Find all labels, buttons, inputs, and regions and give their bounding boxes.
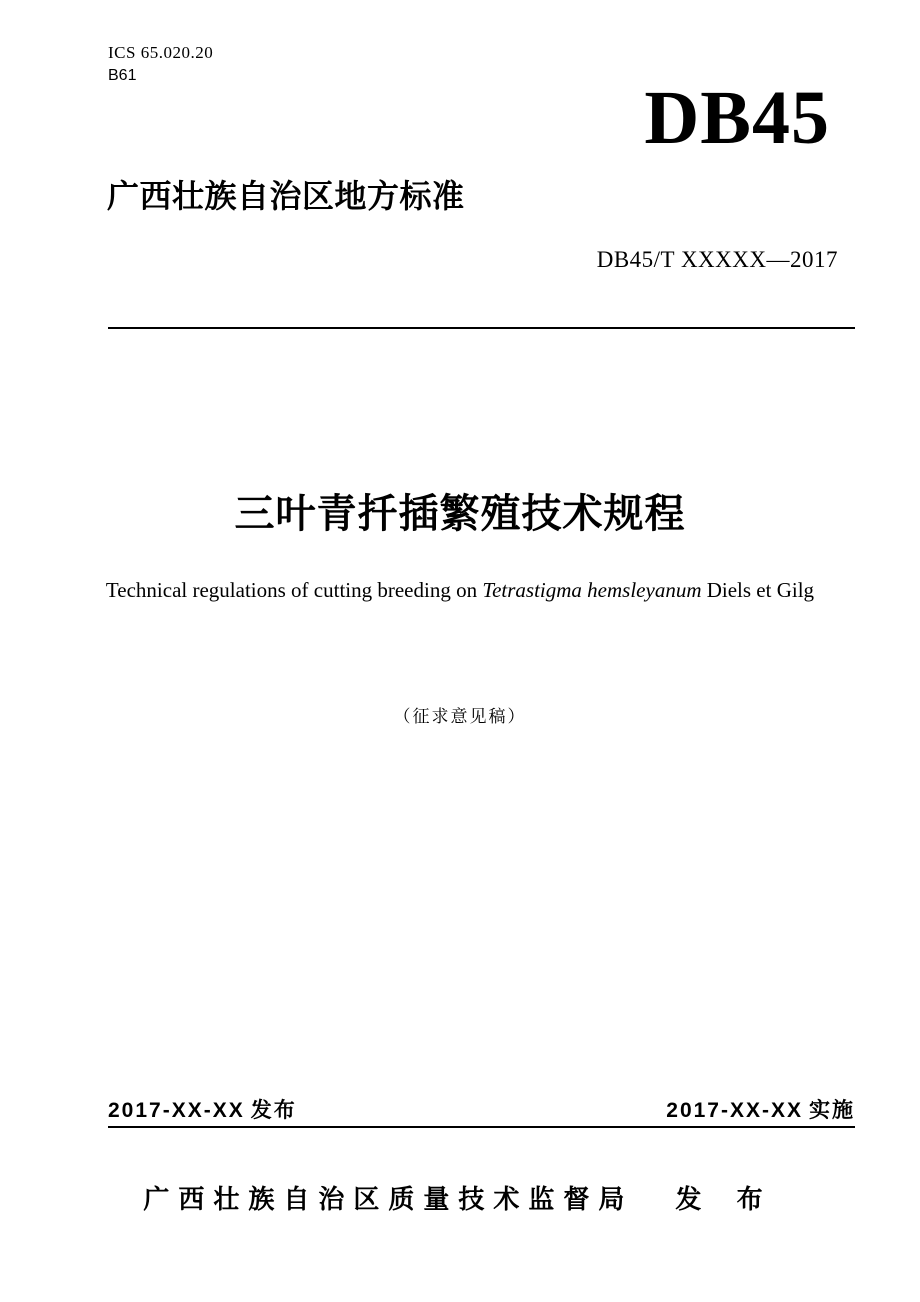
implement-label: 实施 bbox=[809, 1099, 855, 1122]
title-en-prefix: Technical regulations of cutting breeding on bbox=[105, 578, 483, 602]
classification-code: B61 bbox=[108, 67, 137, 84]
db45-logo: DB45 bbox=[644, 76, 830, 160]
dates-row bbox=[108, 1100, 855, 1121]
publisher-row bbox=[0, 1186, 920, 1212]
issue-date: 2017-XX-XX bbox=[108, 1099, 245, 1122]
header-divider-rule bbox=[108, 327, 855, 329]
footer-divider-rule bbox=[108, 1126, 855, 1128]
publisher-name: 广西壮族自治区质量技术监督局 bbox=[143, 1184, 634, 1214]
publish-action-label: 发 布 bbox=[675, 1184, 777, 1214]
standard-number: DB45/T XXXXX—2017 bbox=[596, 247, 838, 272]
standard-type-heading: 广西壮族自治区地方标准 bbox=[107, 178, 465, 214]
title-en-suffix: Diels et Gilg bbox=[701, 578, 815, 602]
issue-date-group bbox=[108, 1100, 297, 1121]
implement-date: 2017-XX-XX bbox=[666, 1099, 803, 1122]
document-title-english bbox=[0, 580, 920, 601]
document-title-chinese: 三叶青扦插繁殖技术规程 bbox=[234, 492, 686, 536]
implement-date-group bbox=[666, 1100, 855, 1121]
ics-code: ICS 65.020.20 bbox=[108, 43, 214, 62]
title-en-species-italic: Tetrastigma hemsleyanum bbox=[482, 578, 702, 602]
draft-for-comments-note: （征求意见稿） bbox=[393, 707, 527, 726]
issue-label: 发布 bbox=[250, 1099, 297, 1122]
